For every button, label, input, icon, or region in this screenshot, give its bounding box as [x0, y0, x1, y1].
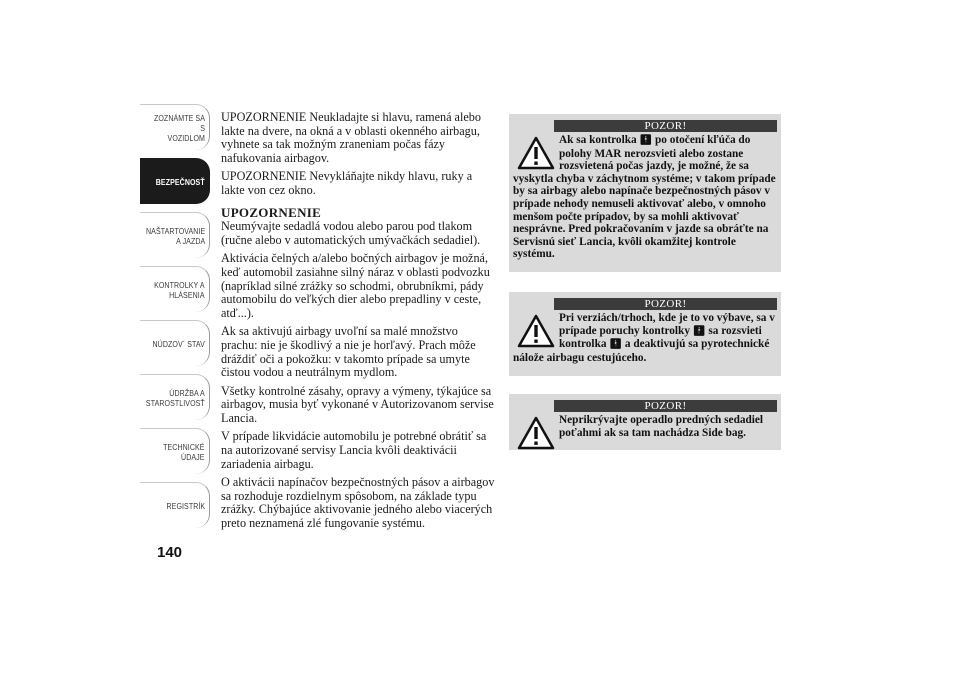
- paragraph: UPOZORNENIE Neukladajte si hlavu, ramená alebo lakte na dvere, na okná a v oblasti okenného airbagu, vyhnete sa tak možným zraneniam počas fázy nafukovania airbagov.: [221, 110, 481, 165]
- warning-title: POZOR!: [554, 120, 777, 132]
- tab-label: ÚDRŽBA A STAROSTLIVOSŤ: [146, 387, 205, 408]
- airbag-indicator-icon: 🚹︎: [609, 339, 623, 351]
- tab-technicke-udaje[interactable]: [140, 428, 210, 474]
- warning-title: POZOR!: [554, 298, 777, 310]
- airbag-indicator-icon: 🚹︎: [692, 325, 706, 337]
- paragraph: Neumývajte sedadlá vodou alebo parou pod tlakom (ručne alebo v automatických umývačkách sedadiel).: [221, 219, 481, 247]
- warning-text-part: sa rozsvieti kontrolka: [559, 324, 762, 351]
- tab-registrik[interactable]: [140, 482, 210, 528]
- warning-title: POZOR!: [554, 400, 777, 412]
- warning-box-3: [509, 394, 781, 450]
- chapter-tabs: [140, 104, 210, 536]
- paragraph: Ak sa aktivujú airbagy uvoľní sa malé množstvo prachu: nie je škodlivý a nie je horľavý. Prach môže dráždiť oči a pokožku: v takomto prípade sa umyte čistou vodou a neutrálnym mydlom.: [221, 324, 476, 380]
- tab-label: REGISTRÍK: [166, 500, 205, 511]
- tab-nastartovanie[interactable]: [140, 212, 210, 258]
- warning-text: Neprikrývajte operadlo predných sedadiel poťahmi ak sa tam nachádza Side bag.: [559, 414, 764, 439]
- tab-udrzba[interactable]: [140, 374, 210, 420]
- paragraph: Aktivácia čelných a/alebo bočných airbagov je možná, keď automobil zasiahne silný náraz v oblasti podvozku (napríklad silné zrážky so schodmi, obrubníkmi, pády automobilu do veľkých dier alebo prepadliny v ceste, atď...).: [221, 251, 490, 320]
- section-heading: UPOZORNENIE: [221, 204, 322, 220]
- tab-bezpecnost[interactable]: [140, 158, 210, 204]
- paragraph: V prípade likvidácie automobilu je potrebné obrátiť sa na autorizované servisy Lancia kvôli deaktivácii zariadenia airbagu.: [221, 429, 487, 471]
- warning-text-part: a deaktivujú sa pyrotechnické nálože airbagu cestujúceho.: [513, 338, 770, 364]
- paragraph: Všetky kontrolné zásahy, opravy a výmeny, týkajúce sa airbagov, musia byť vykonané v Autorizovanom servise Lancia.: [221, 383, 494, 425]
- tab-kontrolky[interactable]: [140, 266, 210, 312]
- tab-label: NÚDZOV´ STAV: [152, 338, 205, 349]
- tab-nudzovy-stav[interactable]: [140, 320, 210, 366]
- tab-label: KONTROLKY A HLÁSENIA: [154, 279, 205, 300]
- paragraph: O aktivácii napínačov bezpečnostných pásov a airbagov sa rozhoduje rozdielnym spôsobom, na základe typu zrážky. Chýbajúce aktivovanie jedného alebo viacerých preto neznamená zlé fungovanie systému.: [221, 475, 495, 531]
- tab-label: NAŠTARTOVANIE A JAZDA: [145, 225, 205, 246]
- paragraph: UPOZORNENIE Nevykláňajte nikdy hlavu, ruky a lakte von cez okno.: [221, 169, 473, 197]
- warning-triangle-icon: [517, 136, 555, 170]
- warning-triangle-icon: [517, 416, 555, 450]
- warning-text-part: Ak sa kontrolka: [559, 134, 640, 146]
- tab-label: BEZPEČNOSŤ: [156, 176, 205, 187]
- main-text-column: [221, 111, 496, 536]
- warning-box-2: [509, 292, 781, 376]
- warning-text-part: po otočení kľúča do polohy MAR nerozsvieti alebo zostane rozsvietená počas jazdy, je možné, že sa vyskytla chyba v záchytnom systéme; v takom prípade by sa airbagy alebo napínače bezpečnostných pásov v prípade nehody nemuseli aktivovať alebo, v omnoho menšom počte prípadov, by sa mohli aktivovať nesprávne. Pred pokračovaním v jazde sa obráťte na Servisnú sieť Lancia, kvôli okamžitej kontrole systému.: [513, 134, 776, 261]
- warning-triangle-icon: [517, 314, 555, 348]
- tab-zoznamte-sa[interactable]: [140, 104, 210, 150]
- airbag-indicator-icon: 🚹︎: [639, 135, 653, 146]
- warning-text-part: Pri verziách/trhoch, kde je to vo výbave, sa v prípade poruchy kontrolky: [559, 312, 775, 337]
- warning-box-1: [509, 114, 781, 272]
- tab-label: TECHNICKÉ ÚDAJE: [163, 441, 205, 462]
- page-number: 140: [157, 544, 183, 561]
- tab-label: ZOZNÁMTE SA S VOZIDLOM: [153, 112, 205, 143]
